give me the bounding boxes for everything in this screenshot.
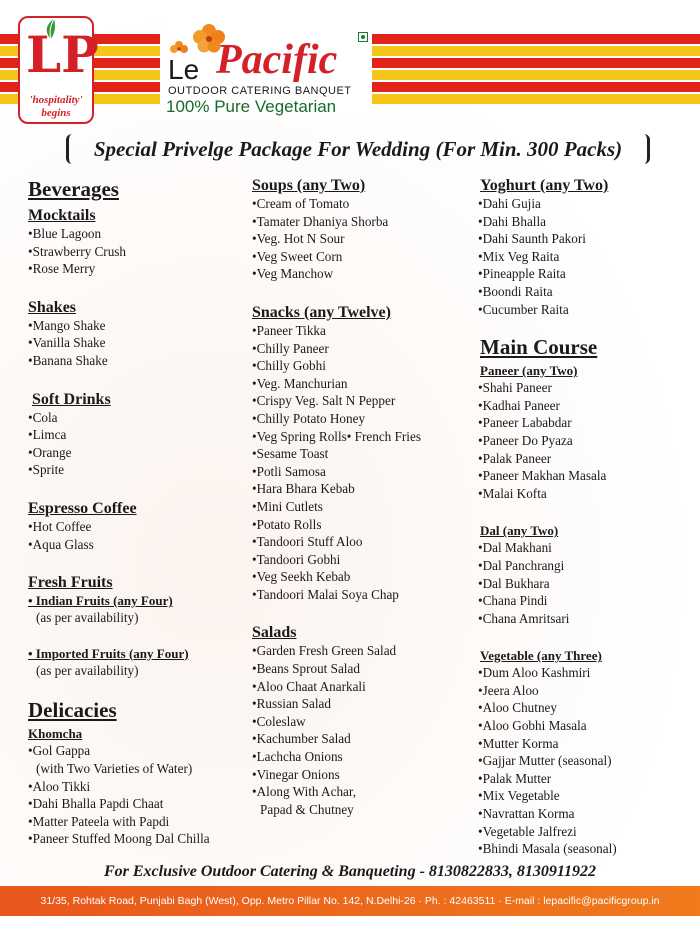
- espresso-list: [28, 518, 243, 553]
- list-item: • Blue Lagoon: [28, 225, 243, 243]
- vegetable-heading: Vegetable (any Three): [480, 648, 602, 664]
- list-item: • Lachcha Onions: [252, 748, 474, 766]
- imported-fruits-note: (as per availability): [36, 662, 139, 678]
- soups-list: [252, 195, 474, 283]
- list-item: • Tandoori Malai Soya Chap: [252, 586, 474, 604]
- list-item: • Bhindi Masala (seasonal): [478, 840, 688, 858]
- dal-heading: Dal (any Two): [480, 523, 559, 539]
- list-item: • Paneer Stuffed Moong Dal Chilla: [28, 830, 243, 848]
- list-item: • Coleslaw: [252, 713, 474, 731]
- list-item: • Chilly Potato Honey: [252, 410, 474, 428]
- brand-subtitle: OUTDOOR CATERING BANQUET: [168, 85, 352, 97]
- list-item: • Paneer Tikka: [252, 322, 474, 340]
- list-item: • Palak Mutter: [478, 770, 688, 788]
- list-item: • Beans Sprout Salad: [252, 660, 474, 678]
- fresh-fruits-heading: Fresh Fruits: [28, 574, 113, 592]
- list-item: • Russian Salad: [252, 695, 474, 713]
- footer-address: 31/35, Rohtak Road, Punjabi Bagh (West), Opp. Metro Pillar No. 142, N.Delhi-26 · Ph. : 42463511 · E-mail : lepacific@pacificgroup.in: [40, 895, 660, 907]
- list-item: • Mango Shake: [28, 317, 243, 335]
- brand-veg-line: 100% Pure Vegetarian: [166, 97, 337, 116]
- column-soups-snacks-salads: [252, 176, 474, 818]
- khomcha-note: (with Two Varieties of Water): [36, 760, 193, 776]
- list-item: • Veg. Manchurian: [252, 375, 474, 393]
- yoghurt-heading: Yoghurt (any Two): [480, 177, 609, 194]
- list-item: • Dum Aloo Kashmiri: [478, 664, 688, 682]
- list-item: • Along With Achar,: [252, 783, 474, 801]
- mocktails-heading: Mocktails: [28, 207, 96, 224]
- list-item: • Paneer Do Pyaza: [478, 432, 688, 450]
- list-item: • Dal Bukhara: [478, 575, 688, 593]
- lp-logo: [18, 16, 99, 124]
- list-item: • Veg Sweet Corn: [252, 248, 474, 266]
- brand-block: [162, 18, 372, 118]
- khomcha-list: [28, 742, 243, 760]
- list-item: • Chana Pindi: [478, 592, 688, 610]
- shakes-heading: Shakes: [28, 298, 77, 316]
- main-course-heading: Main Course: [480, 335, 598, 360]
- paneer-heading: Paneer (any Two): [480, 363, 578, 379]
- list-item: • Rose Merry: [28, 260, 243, 278]
- salads-list: [252, 642, 474, 800]
- list-item: • Boondi Raita: [478, 283, 688, 301]
- paneer-list: [478, 379, 688, 502]
- list-item: • Navrattan Korma: [478, 805, 688, 823]
- list-item: • Banana Shake: [28, 352, 243, 370]
- list-item: • Mutter Korma: [478, 735, 688, 753]
- list-item: • Dahi Gujia: [478, 195, 688, 213]
- list-item: • Vegetable Jalfrezi: [478, 823, 688, 841]
- list-item: • Mix Veg Raita: [478, 248, 688, 266]
- page-title: Special Privelge Package For Wedding (For Min. 300 Packs): [93, 137, 623, 161]
- list-item: • Hot Coffee: [28, 518, 243, 536]
- footer-bar: [0, 886, 700, 916]
- list-item: • Potato Rolls: [252, 516, 474, 534]
- snacks-heading: Snacks (any Twelve): [252, 303, 391, 321]
- list-item: • Veg Seekh Kebab: [252, 568, 474, 586]
- beverages-heading: Beverages: [28, 177, 119, 201]
- list-item: • Mini Cutlets: [252, 498, 474, 516]
- list-item: • Jeera Aloo: [478, 682, 688, 700]
- list-item: • Paneer Makhan Masala: [478, 467, 688, 485]
- shakes-list: [28, 317, 243, 370]
- list-item: • Strawberry Crush: [28, 243, 243, 261]
- list-item: • Sesame Toast: [252, 445, 474, 463]
- khomcha-heading: Khomcha: [28, 726, 83, 742]
- title-frame: [66, 134, 650, 164]
- list-item: • Veg Manchow: [252, 265, 474, 283]
- soft-drinks-list: [28, 409, 243, 479]
- list-item: • Orange: [28, 444, 243, 462]
- list-item: • Potli Samosa: [252, 463, 474, 481]
- column-beverages: [28, 176, 243, 848]
- logo-tagline: 'hospitality' begins: [29, 94, 83, 119]
- list-item: • Aqua Glass: [28, 536, 243, 554]
- list-item: • Aloo Gobhi Masala: [478, 717, 688, 735]
- list-item: • Tamater Dhaniya Shorba: [252, 213, 474, 231]
- soft-drinks-heading: Soft Drinks: [32, 390, 111, 408]
- column-yoghurt-main: [478, 176, 688, 858]
- list-item: • Veg Spring Rolls• French Fries: [252, 428, 474, 446]
- indian-fruits-heading: • Indian Fruits (any Four): [28, 593, 173, 609]
- espresso-heading: Espresso Coffee: [28, 499, 137, 517]
- list-item: • Aloo Chutney: [478, 699, 688, 717]
- list-item: • Cucumber Raita: [478, 301, 688, 319]
- list-item: • Mix Vegetable: [478, 787, 688, 805]
- list-item: • Kadhai Paneer: [478, 397, 688, 415]
- list-item: • Cola: [28, 409, 243, 427]
- dal-list: [478, 539, 688, 627]
- soups-heading: Soups (any Two): [252, 177, 366, 194]
- brand-name-main: Pacific: [216, 37, 338, 83]
- khomcha-list-more: [28, 778, 243, 848]
- veg-symbol-icon: [358, 32, 368, 42]
- list-item: • Veg. Hot N Sour: [252, 230, 474, 248]
- list-item: • Dahi Saunth Pakori: [478, 230, 688, 248]
- list-item: • Dal Makhani: [478, 539, 688, 557]
- header-stripes-right: [370, 34, 700, 106]
- list-item: • Shahi Paneer: [478, 379, 688, 397]
- list-item: • Dahi Bhalla: [478, 213, 688, 231]
- list-item: • Kachumber Salad: [252, 730, 474, 748]
- list-item: • Chilly Paneer: [252, 340, 474, 358]
- list-item: • Dal Panchrangi: [478, 557, 688, 575]
- header: [0, 0, 700, 128]
- yoghurt-list: [478, 195, 688, 318]
- list-item: • Tandoori Gobhi: [252, 551, 474, 569]
- list-item: • Aloo Chaat Anarkali: [252, 678, 474, 696]
- list-item: • Garden Fresh Green Salad: [252, 642, 474, 660]
- list-item: • Chana Amritsari: [478, 610, 688, 628]
- list-item: • Aloo Tikki: [28, 778, 243, 796]
- logo-mark: LP: [26, 25, 99, 84]
- contact-line: For Exclusive Outdoor Catering & Banqueting - 8130822833, 8130911922: [103, 863, 597, 880]
- list-item: • Matter Pateela with Papdi: [28, 813, 243, 831]
- brand-name-prefix: Le: [168, 54, 200, 85]
- mocktails-list: [28, 225, 243, 278]
- indian-fruits-note: (as per availability): [36, 610, 139, 626]
- list-item: • Crispy Veg. Salt N Pepper: [252, 392, 474, 410]
- list-item: • Paneer Lababdar: [478, 414, 688, 432]
- list-item: • Cream of Tomato: [252, 195, 474, 213]
- list-item: • Palak Paneer: [478, 450, 688, 468]
- list-item: • Gajjar Mutter (seasonal): [478, 752, 688, 770]
- list-item: • Vanilla Shake: [28, 334, 243, 352]
- imported-fruits-heading: • Imported Fruits (any Four): [28, 645, 189, 661]
- list-item: • Gol Gappa: [28, 742, 243, 760]
- list-item: • Vinegar Onions: [252, 766, 474, 784]
- list-item: • Malai Kofta: [478, 485, 688, 503]
- list-item: • Pineapple Raita: [478, 265, 688, 283]
- snacks-list: [252, 322, 474, 604]
- footer-bottom-strip: [0, 916, 700, 935]
- list-item: • Sprite: [28, 461, 243, 479]
- list-item: • Chilly Gobhi: [252, 357, 474, 375]
- list-item: • Hara Bhara Kebab: [252, 480, 474, 498]
- vegetable-list: [478, 664, 688, 858]
- list-item: • Dahi Bhalla Papdi Chaat: [28, 795, 243, 813]
- list-item: • Tandoori Stuff Aloo: [252, 533, 474, 551]
- list-item: • Limca: [28, 426, 243, 444]
- salads-heading: Salads: [252, 624, 297, 642]
- salads-last-line: Papad & Chutney: [260, 801, 354, 817]
- delicacies-heading: Delicacies: [28, 698, 117, 723]
